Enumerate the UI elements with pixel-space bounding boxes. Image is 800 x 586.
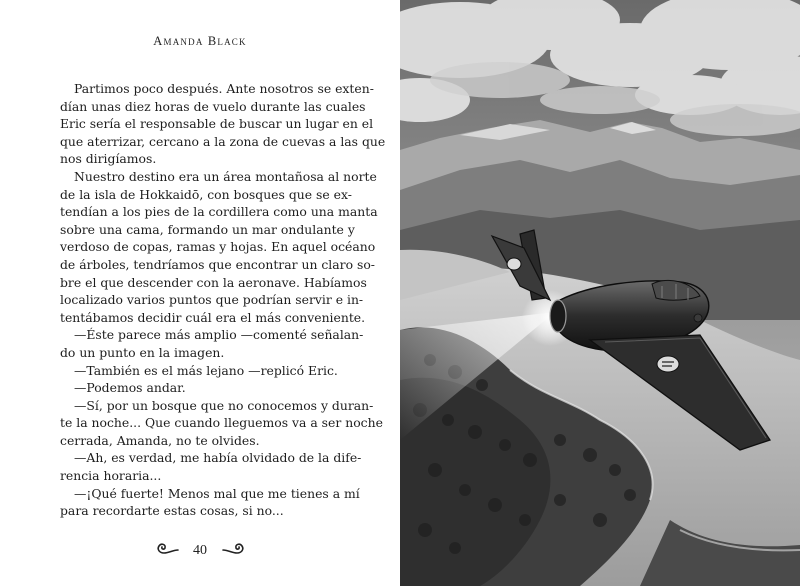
text-line: para recordarte estas cosas, si no... [60, 503, 284, 519]
page-folio [0, 540, 400, 561]
text-line: —Sí, por un bosque que no conocemos y duran- [74, 397, 374, 413]
text-line: tentábamos decidir cuál era el más conveniente. [60, 309, 366, 325]
text-line: nos dirigíamos. [60, 151, 157, 167]
text-line: cerrada, Amanda, no te olvides. [60, 432, 260, 448]
airplane-over-mountains-illustration [400, 0, 800, 586]
text-line: sobre una cama, formando un mar ondulante y [60, 221, 355, 237]
text-line: —También es el más lejano —replicó Eric. [74, 362, 338, 378]
text-line: te la noche... Que cuando lleguemos va a ser noche [60, 415, 383, 431]
text-line: —Éste parece más amplio —comenté señalan- [74, 327, 364, 343]
text-line: que aterrizar, cercano a la zona de cuevas a las que [60, 133, 386, 149]
body-text [60, 80, 386, 520]
text-line: dían unas diez horas de vuelo durante las cuales [60, 98, 366, 114]
text-line: de la isla de Hokkaidō, con bosques que se ex- [60, 186, 352, 202]
right-flourish-icon [221, 540, 245, 561]
text-line: do un punto en la imagen. [60, 344, 225, 360]
text-line: tendían a los pies de la cordillera como una manta [60, 204, 378, 220]
text-line: Eric sería el responsable de buscar un lugar en el [60, 116, 374, 132]
text-line: verdoso de copas, ramas y hojas. En aquel océano [60, 239, 376, 255]
text-line: rencia horaria... [60, 468, 162, 484]
left-flourish-icon [156, 540, 180, 561]
text-line: Nuestro destino era un área montañosa al norte [74, 168, 377, 184]
text-line: —Podemos andar. [74, 380, 186, 396]
page-number: 40 [193, 542, 207, 558]
text-line: —Ah, es verdad, me había olvidado de la dife- [74, 450, 362, 466]
running-header: Amanda Black [153, 34, 247, 48]
text-line: Partimos poco después. Ante nosotros se exten- [74, 81, 374, 96]
text-line: —¡Qué fuerte! Menos mal que me tienes a mí [74, 485, 360, 501]
text-line: bre el que descender con la aeronave. Habíamos [60, 274, 367, 290]
illustration-page [400, 0, 800, 586]
text-line: localizado varios puntos que podrían servir e in- [60, 292, 364, 308]
text-line: de árboles, tendríamos que encontrar un claro so- [60, 256, 375, 272]
